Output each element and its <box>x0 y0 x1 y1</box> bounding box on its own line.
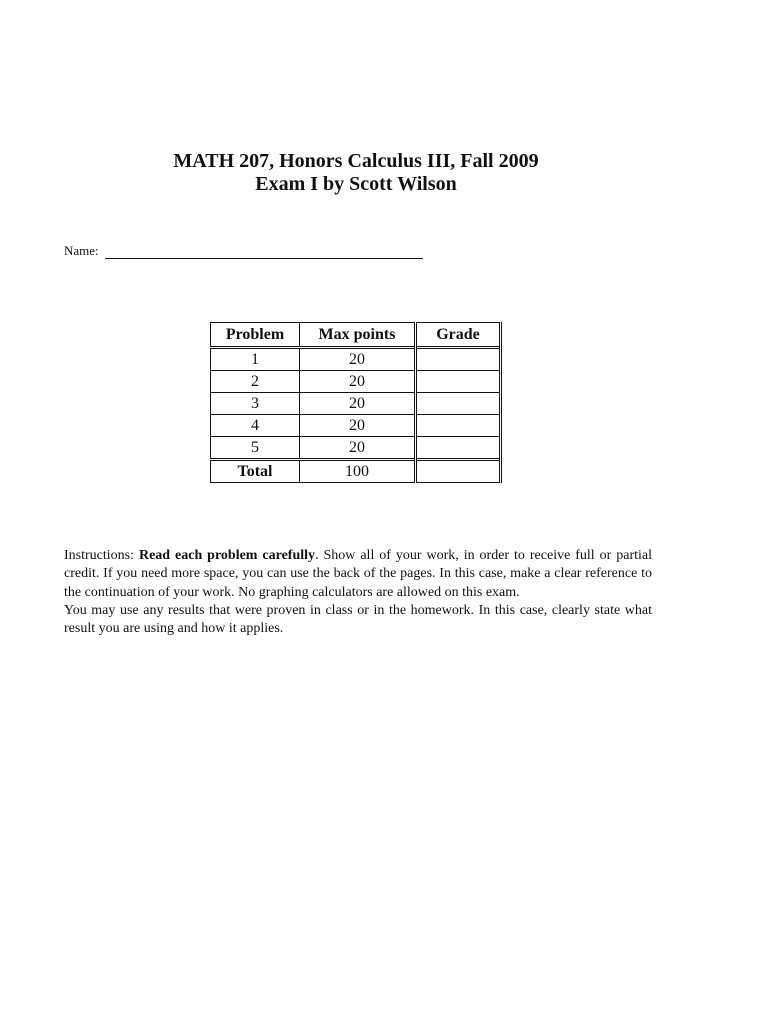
header-problem: Problem <box>211 323 300 348</box>
problem-number: 3 <box>211 393 300 415</box>
exam-title <box>64 150 648 196</box>
table-row <box>211 393 501 415</box>
table-row <box>211 348 501 371</box>
grade-cell <box>416 348 501 371</box>
grade-cell <box>416 371 501 393</box>
name-label: Name: <box>64 243 99 258</box>
total-max-points: 100 <box>300 460 416 483</box>
max-points: 20 <box>300 393 416 415</box>
table-row <box>211 437 501 460</box>
instructions-paragraph-2: You may use any results that were proven in class or in the homework. In this case, clearly state what result you are using and how it applies. <box>64 602 652 637</box>
grade-cell <box>416 415 501 437</box>
name-blank-line[interactable] <box>105 242 423 259</box>
grade-cell <box>416 393 501 415</box>
header-max-points: Max points <box>300 323 416 348</box>
problem-number: 2 <box>211 371 300 393</box>
grade-table <box>210 322 502 483</box>
name-row <box>64 242 423 259</box>
instructions <box>64 547 652 638</box>
table-row <box>211 415 501 437</box>
title-line-2: Exam I by Scott Wilson <box>255 173 457 195</box>
problem-number: 1 <box>211 348 300 371</box>
problem-number: 4 <box>211 415 300 437</box>
max-points: 20 <box>300 415 416 437</box>
total-label: Total <box>211 460 300 483</box>
problem-number: 5 <box>211 437 300 460</box>
grade-cell <box>416 437 501 460</box>
grade-table-header <box>211 323 501 348</box>
header-grade: Grade <box>416 323 501 348</box>
total-row <box>211 460 501 483</box>
instructions-emphasis: Read each problem carefully <box>138 548 316 563</box>
max-points: 20 <box>300 371 416 393</box>
total-grade-cell <box>416 460 501 483</box>
title-line-1: MATH 207, Honors Calculus III, Fall 2009 <box>173 150 539 172</box>
instructions-prefix: Instructions: <box>64 548 139 563</box>
max-points: 20 <box>300 437 416 460</box>
instructions-paragraph-1 <box>64 547 652 602</box>
max-points: 20 <box>300 348 416 371</box>
table-row <box>211 371 501 393</box>
instructions-body: . Show all of your work, in order to receive full or partial credit. If you need more space, you can use the back of the pages. In this case, make a clear reference to the continuation of your work. No graphing calculators are allowed on this exam. <box>64 548 652 600</box>
